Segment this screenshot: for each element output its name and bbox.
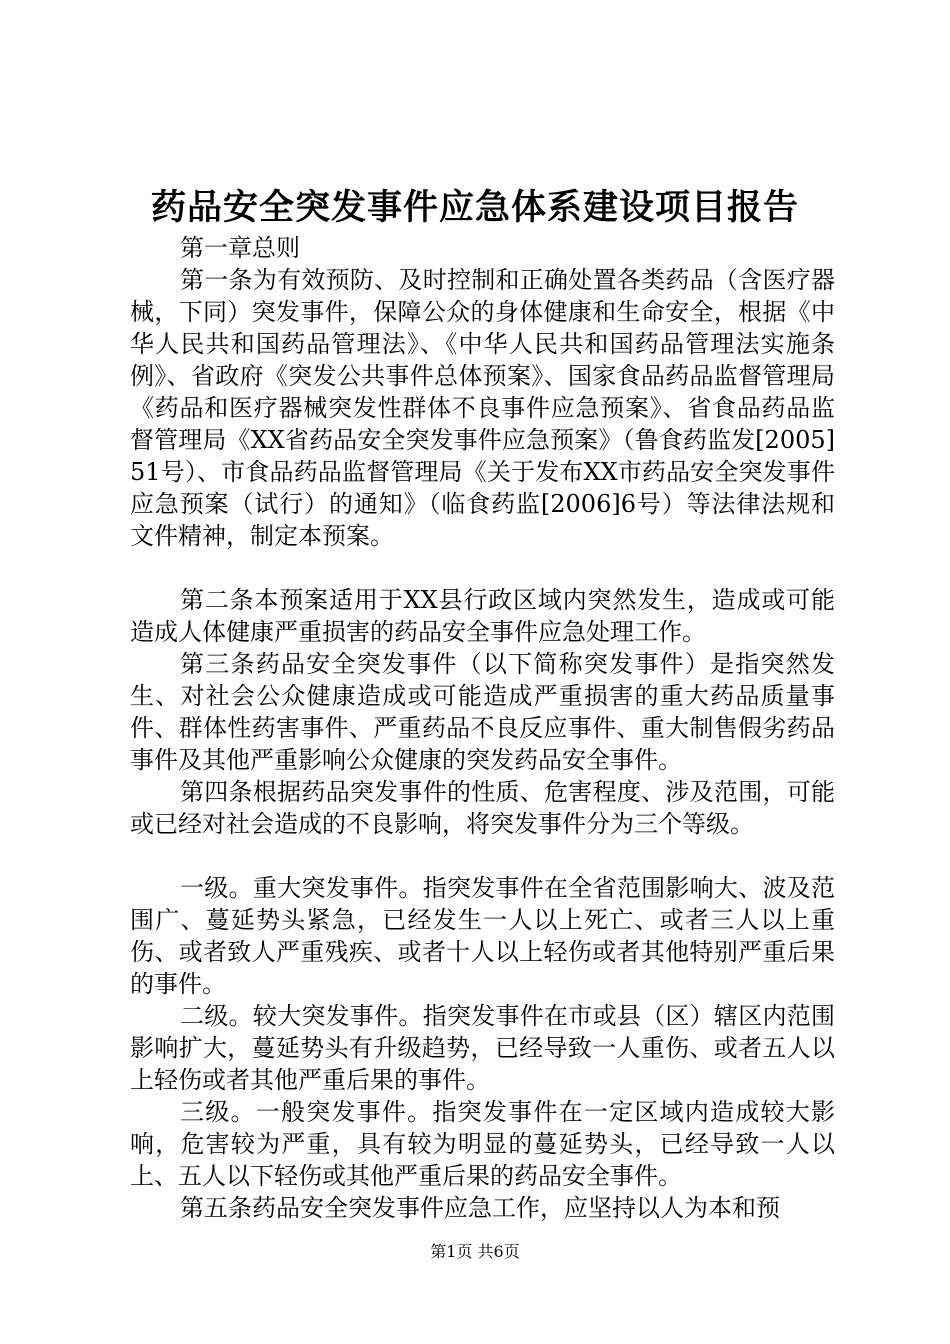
- article-4-paragraph: 第四条根据药品突发事件的性质、危害程度、涉及范围，可能或已经对社会造成的不良影响，将突发事件分为三个等级。: [130, 778, 835, 838]
- page-number-footer: 第1页 共6页: [430, 1242, 520, 1261]
- level-2-paragraph: 二级。较大突发事件。指突发事件在市或县（区）辖区内范围影响扩大，蔓延势头有升级趋势，已经导致一人重伤、或者五人以上轻伤或者其他严重后果的事件。: [130, 1002, 835, 1094]
- level-1-paragraph: 一级。重大突发事件。指突发事件在全省范围影响大、波及范围广、蔓延势头紧急，已经发生一人以上死亡、或者三人以上重伤、或者致人严重残疾、或者十人以上轻伤或者其他特别严重后果的事件。: [130, 874, 835, 998]
- article-5-paragraph: 第五条药品安全突发事件应急工作，应坚持以人为本和预: [180, 1194, 780, 1222]
- chapter-heading: 第一章总则: [180, 234, 300, 262]
- article-1-paragraph: 第一条为有效预防、及时控制和正确处置各类药品（含医疗器械，下同）突发事件，保障公众的身体健康和生命安全，根据《中华人民共和国药品管理法》、《中华人民共和国药品管理法实施条例》、省政府《突发公共事件总体预案》、国家食品药品监督管理局《药品和医疗器械突发性群体不良事件应急预案》、省食品药品监督管理局《XX省药品安全突发事件应急预案》（鲁食药监发[2005]51号）、市食品药品监督管理局《关于发布XX市药品安全突发事件应急预案（试行）的通知》（临食药监[2006]6号）等法律法规和文件精神，制定本预案。: [130, 266, 835, 550]
- document-title: 药品安全突发事件应急体系建设项目报告: [150, 188, 799, 228]
- article-3-paragraph: 第三条药品安全突发事件（以下简称突发事件）是指突然发生、对社会公众健康造成或可能造成严重损害的重大药品质量事件、群体性药害事件、严重药品不良反应事件、重大制售假劣药品事件及其他严重影响公众健康的突发药品安全事件。: [130, 650, 835, 774]
- article-2-paragraph: 第二条本预案适用于XX县行政区域内突然发生，造成或可能造成人体健康严重损害的药品安全事件应急处理工作。: [130, 586, 835, 646]
- level-3-paragraph: 三级。一般突发事件。指突发事件在一定区域内造成较大影响，危害较为严重，具有较为明显的蔓延势头，已经导致一人以上、五人以下轻伤或其他严重后果的药品安全事件。: [130, 1098, 835, 1190]
- document-body: [130, 232, 835, 1224]
